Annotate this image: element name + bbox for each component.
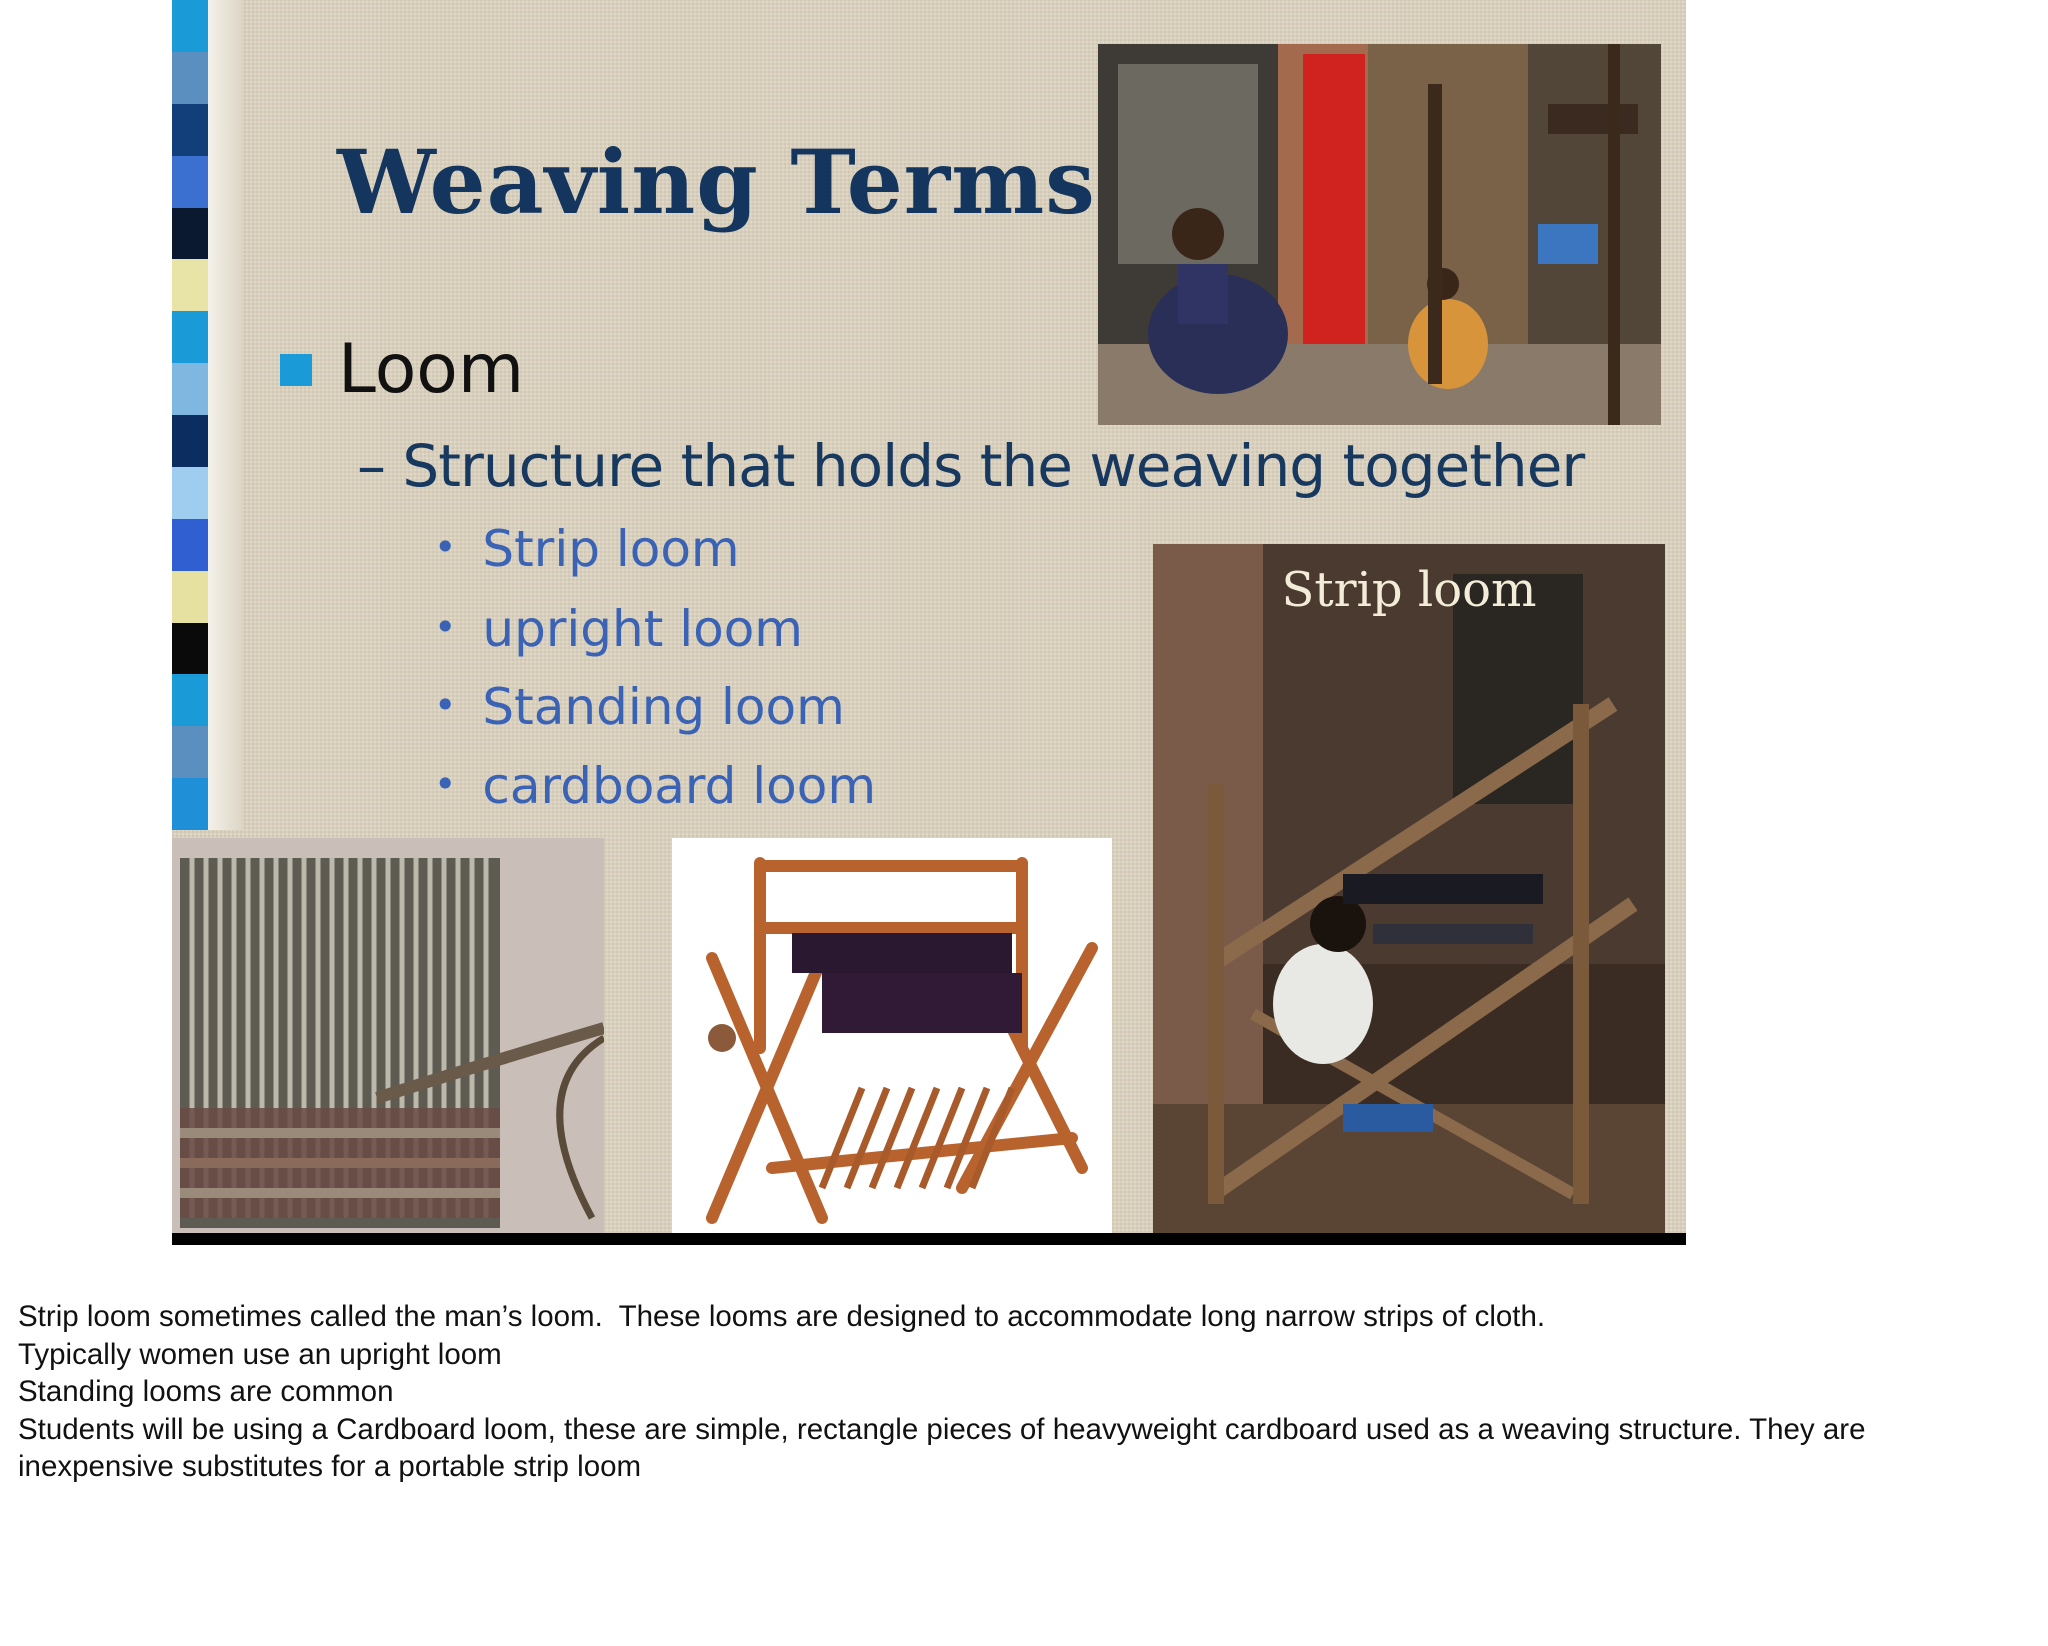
photo-caption: Strip loom (1281, 562, 1537, 618)
sub-bullet: – Structure that holds the weaving together (357, 432, 1585, 500)
cardboard-loom-photo (172, 838, 604, 1234)
list-item-text: upright loom (482, 600, 804, 658)
notes-line: Standing looms are common (18, 1375, 394, 1408)
list-item-text: Standing loom (482, 678, 845, 736)
notes-line: Typically women use an upright loom (18, 1337, 502, 1371)
strip-loom-photo (1153, 544, 1665, 1234)
slide (172, 0, 1686, 1245)
bullet-dot-icon: • (434, 605, 457, 649)
stripe-shadow (208, 0, 242, 830)
decorative-stripe-bar (172, 0, 208, 830)
list-item-text: Strip loom (482, 520, 740, 578)
standing-loom-photo (672, 838, 1112, 1234)
bullet-loom (280, 330, 524, 409)
bullet-dot-icon: • (434, 525, 457, 569)
list-item-text: cardboard loom (482, 757, 877, 815)
list-item (434, 520, 740, 578)
bullet-text: Loom (338, 330, 525, 409)
list-item (434, 757, 876, 815)
notes-line: inexpensive substitutes for a portable strip loom (18, 1450, 642, 1483)
notes-line: Strip loom sometimes called the man’s loom. These looms are designed to accommodate long narrow strips of cloth. (18, 1300, 1546, 1333)
slide-title: Weaving Terms (337, 130, 1096, 234)
speaker-notes (18, 1298, 2028, 1486)
list-item (434, 678, 845, 736)
list-item (434, 600, 803, 658)
bullet-dot-icon: • (434, 762, 457, 806)
upright-loom-photo (1098, 44, 1661, 425)
bullet-dot-icon: • (434, 683, 457, 727)
square-bullet-icon (280, 354, 312, 386)
notes-line: Students will be using a Cardboard loom, these are simple, rectangle pieces of heavyweight cardboard used as a weaving structure. They are (18, 1412, 1866, 1446)
slide-bottom-bar (172, 1233, 1686, 1245)
